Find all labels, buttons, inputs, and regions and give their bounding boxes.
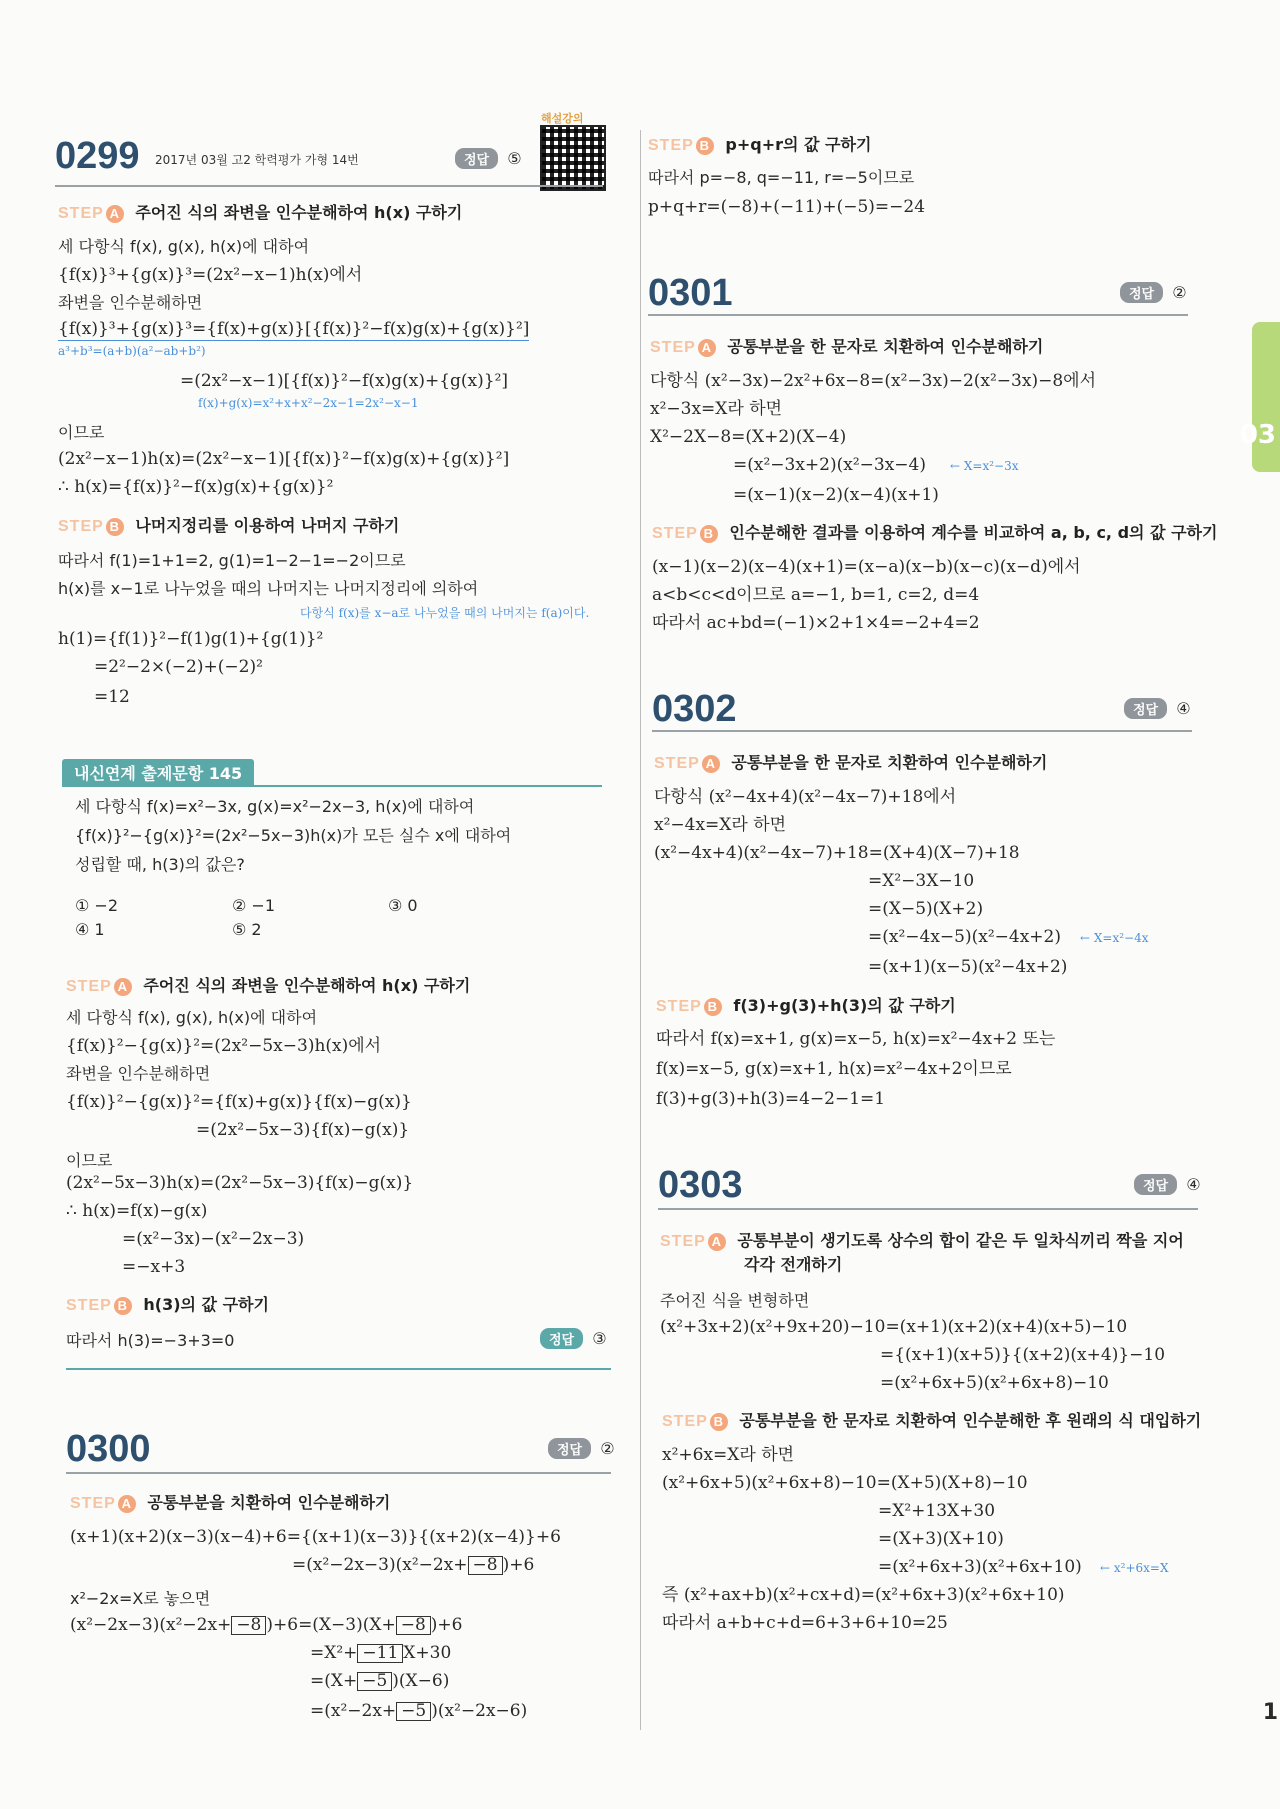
math-line: a<b<c<d이므로 a=−1, b=1, c=2, d=4 bbox=[652, 585, 980, 605]
math-line: =(x−1)(x−2)(x−4)(x+1) bbox=[733, 485, 939, 505]
math-line: =X²+13X+30 bbox=[878, 1501, 996, 1521]
math-line: (x²−2x−3)(x²−2x+ −8 )+6=(X−3)(X+ −8 )+6 bbox=[70, 1615, 463, 1635]
math-line: (2x²−x−1)h(x)=(2x²−x−1)[{f(x)}²−f(x)g(x)+{g(x)}²] bbox=[58, 449, 510, 469]
question-line: 성립할 때, h(3)의 값은? bbox=[75, 855, 245, 874]
math-line: =(X+ −5 )(X−6) bbox=[310, 1671, 450, 1691]
linked-rule bbox=[66, 1368, 611, 1370]
math-line: =(2x²−5x−3){f(x)−g(x)} bbox=[196, 1120, 410, 1140]
choice-1: ① −2 bbox=[75, 896, 119, 915]
answer-label: 정답 bbox=[455, 148, 498, 169]
math-line: f(3)+g(3)+h(3)=4−2−1=1 bbox=[656, 1089, 886, 1109]
math-line: 따라서 ac+bd=(−1)×2+1×4=−2+4=2 bbox=[652, 613, 980, 633]
math-line: {f(x)}²−{g(x)}²={f(x)+g(x)}{f(x)−g(x)} bbox=[66, 1092, 412, 1112]
step-a-linked: STEP A 주어진 식의 좌변을 인수분해하여 h(x) 구하기 bbox=[66, 976, 471, 995]
text-line: 따라서 f(1)=1+1=2, g(1)=1−2−1=−2이므로 bbox=[58, 551, 406, 570]
choice-4: ④ 1 bbox=[75, 920, 105, 939]
annotation: f(x)+g(x)=x²+x+x²−2x−1=2x²−x−1 bbox=[198, 396, 419, 410]
text-line: 세 다항식 f(x), g(x), h(x)에 대하여 bbox=[58, 237, 310, 256]
step-a-0301: STEP A 공통부분을 한 문자로 치환하여 인수분해하기 bbox=[650, 337, 1044, 356]
text-line: h(x)를 x−1로 나누었을 때의 나머지는 나머지정리에 의하여 bbox=[58, 579, 479, 598]
step-a-0302: STEP A 공통부분을 한 문자로 치환하여 인수분해하기 bbox=[654, 753, 1048, 772]
math-line: =(2x²−x−1)[{f(x)}²−f(x)g(x)+{g(x)}²] bbox=[180, 371, 509, 391]
text-line: 세 다항식 f(x), g(x), h(x)에 대하여 bbox=[66, 1008, 318, 1027]
header-rule bbox=[55, 185, 603, 187]
text-line: 따라서 h(3)=−3+3=0 bbox=[66, 1331, 235, 1350]
math-line: ={(x+1)(x+5)}{(x+2)(x+4)}−10 bbox=[880, 1345, 1166, 1365]
math-line: =(x²−3x+2)(x²−3x−4) bbox=[733, 455, 926, 475]
question-line: 세 다항식 f(x)=x²−3x, g(x)=x²−2x−3, h(x)에 대하여 bbox=[75, 797, 475, 816]
math-line: (2x²−5x−3)h(x)=(2x²−5x−3){f(x)−g(x)} bbox=[66, 1173, 414, 1193]
text-line: 이므로 bbox=[66, 1151, 113, 1170]
text-line: 좌변을 인수분해하면 bbox=[66, 1064, 211, 1083]
math-line: =(X−5)(X+2) bbox=[868, 899, 984, 919]
header-rule bbox=[648, 314, 1188, 316]
problem-number-0300: 0300 bbox=[66, 1428, 151, 1470]
text-line: 이므로 bbox=[58, 423, 105, 442]
problem-number-0303: 0303 bbox=[658, 1164, 743, 1206]
math-line: x²−4x=X라 하면 bbox=[654, 815, 787, 835]
header-rule bbox=[66, 1472, 611, 1474]
math-line: =(x²−2x−3)(x²−2x+ −8 )+6 bbox=[292, 1555, 535, 1575]
math-line: ∴ h(x)=f(x)−g(x) bbox=[66, 1201, 208, 1221]
math-line: 따라서 a+b+c+d=6+3+6+10=25 bbox=[662, 1613, 948, 1633]
step-a-0299: STEP A 주어진 식의 좌변을 인수분해하여 h(x) 구하기 bbox=[58, 203, 463, 222]
annotation: ← x²+6x=X bbox=[1100, 1561, 1169, 1575]
math-line: {f(x)}²−{g(x)}²=(2x²−5x−3)h(x)에서 bbox=[66, 1036, 382, 1056]
question-line: {f(x)}²−{g(x)}²=(2x²−5x−3)h(x)가 모든 실수 x에 대하여 bbox=[75, 826, 512, 845]
header-rule bbox=[652, 730, 1192, 732]
column-divider bbox=[640, 130, 641, 1730]
side-tab-label: 03 bbox=[1239, 420, 1276, 450]
annotation: a³+b³=(a+b)(a²−ab+b²) bbox=[58, 344, 206, 358]
math-line: =12 bbox=[94, 687, 130, 707]
math-line: 다항식 (x²−3x)−2x²+6x−8=(x²−3x)−2(x²−3x)−8에서 bbox=[650, 371, 1096, 391]
math-line: =2²−2×(−2)+(−2)² bbox=[94, 657, 263, 677]
problem-number-0299: 0299 bbox=[55, 135, 140, 177]
qr-label: 해설강의 bbox=[541, 112, 584, 125]
problem-number-0302: 0302 bbox=[652, 688, 737, 730]
math-line: =(x+1)(x−5)(x²−4x+2) bbox=[868, 957, 1068, 977]
math-line: =−x+3 bbox=[122, 1257, 186, 1277]
math-line: =(x²−4x−5)(x²−4x+2) bbox=[868, 927, 1061, 947]
math-line: p+q+r=(−8)+(−11)+(−5)=−24 bbox=[648, 197, 926, 217]
math-line: 따라서 f(x)=x+1, g(x)=x−5, h(x)=x²−4x+2 또는 bbox=[656, 1029, 1056, 1049]
step-a-0300: STEP A 공통부분을 치환하여 인수분해하기 bbox=[70, 1493, 391, 1512]
answer-0299 bbox=[455, 148, 522, 169]
page-number: 1 bbox=[1262, 1700, 1278, 1725]
choice-2: ② −1 bbox=[232, 896, 276, 915]
answer-0302: 정답 ④ bbox=[1124, 698, 1191, 719]
math-line: =(x²−3x)−(x²−2x−3) bbox=[122, 1229, 305, 1249]
math-line: =(X+3)(X+10) bbox=[878, 1529, 1004, 1549]
annotation: 다항식 f(x)를 x−a로 나누었을 때의 나머지는 f(a)이다. bbox=[300, 606, 590, 620]
problem-source: 2017년 03월 고2 학력평가 가형 14번 bbox=[155, 153, 359, 167]
math-line: (x²−4x+4)(x²−4x−7)+18=(X+4)(X−7)+18 bbox=[654, 843, 1020, 863]
math-line: x²−3x=X라 하면 bbox=[650, 399, 783, 419]
step-b-0300: STEP B p+q+r의 값 구하기 bbox=[648, 135, 872, 154]
math-line: (x²+6x+5)(x²+6x+8)−10=(X+5)(X+8)−10 bbox=[662, 1473, 1028, 1493]
step-b-linked: STEP B h(3)의 값 구하기 bbox=[66, 1295, 269, 1314]
choice-3: ③ 0 bbox=[388, 896, 418, 915]
step-a-0303: STEP A 공통부분이 생기도록 상수의 합이 같은 두 일차식끼리 짝을 지어 bbox=[660, 1231, 1184, 1250]
math-line: x²+6x=X라 하면 bbox=[662, 1445, 795, 1465]
text-line: 주어진 식을 변형하면 bbox=[660, 1291, 810, 1310]
math-line: =(x²+6x+3)(x²+6x+10) bbox=[878, 1557, 1082, 1577]
annotation: ← X=x²−3x bbox=[950, 459, 1019, 473]
math-line: =X²+ −11 X+30 bbox=[310, 1643, 452, 1663]
answer-value: ⑤ bbox=[507, 149, 522, 168]
step-b-0299: STEP B 나머지정리를 이용하여 나머지 구하기 bbox=[58, 516, 400, 535]
math-line: h(1)={f(1)}²−f(1)g(1)+{g(1)}² bbox=[58, 629, 324, 649]
answer-0301: 정답 ② bbox=[1120, 282, 1187, 303]
answer-0300: 정답 ② bbox=[548, 1438, 615, 1459]
step-a-0303-title-cont: 각각 전개하기 bbox=[744, 1255, 843, 1274]
math-line: (x+1)(x+2)(x−3)(x−4)+6={(x+1)(x−3)}{(x+2)(x−4)}+6 bbox=[70, 1527, 561, 1547]
text-line: 따라서 p=−8, q=−11, r=−5이므로 bbox=[648, 168, 915, 187]
step-b-0301: STEP B 인수분해한 결과를 이용하여 계수를 비교하여 a, b, c, d의 값 구하기 bbox=[652, 523, 1218, 542]
math-line: =(x²−2x+ −5 )(x²−2x−6) bbox=[310, 1701, 528, 1721]
problem-number-0301: 0301 bbox=[648, 272, 733, 314]
answer-0303: 정답 ④ bbox=[1134, 1174, 1201, 1195]
math-line: =X²−3X−10 bbox=[868, 871, 975, 891]
choice-5: ⑤ 2 bbox=[232, 920, 262, 939]
answer-linked: 정답 ③ bbox=[540, 1328, 607, 1349]
math-line: f(x)=x−5, g(x)=x+1, h(x)=x²−4x+2이므로 bbox=[656, 1059, 1012, 1079]
math-line: X²−2X−8=(X+2)(X−4) bbox=[650, 427, 847, 447]
math-line: 다항식 (x²−4x+4)(x²−4x−7)+18에서 bbox=[654, 787, 957, 807]
text-line: 좌변을 인수분해하면 bbox=[58, 293, 203, 312]
text-line: x²−2x=X로 놓으면 bbox=[70, 1589, 211, 1608]
linked-problem-banner: 내신연계 출제문항 145 bbox=[62, 759, 602, 785]
math-line: {f(x)}³+{g(x)}³=(2x²−x−1)h(x)에서 bbox=[58, 265, 363, 285]
annotation: ← X=x²−4x bbox=[1080, 931, 1149, 945]
math-line: =(x²+6x+5)(x²+6x+8)−10 bbox=[880, 1373, 1109, 1393]
qr-code-icon[interactable] bbox=[540, 125, 606, 191]
math-line: ∴ h(x)={f(x)}²−f(x)g(x)+{g(x)}² bbox=[58, 477, 334, 497]
math-line: 즉 (x²+ax+b)(x²+cx+d)=(x²+6x+3)(x²+6x+10) bbox=[662, 1585, 1065, 1605]
step-b-0302: STEP B f(3)+g(3)+h(3)의 값 구하기 bbox=[656, 996, 956, 1015]
math-line: (x²+3x+2)(x²+9x+20)−10=(x+1)(x+2)(x+4)(x+5)−10 bbox=[660, 1317, 1128, 1337]
math-line: (x−1)(x−2)(x−4)(x+1)=(x−a)(x−b)(x−c)(x−d)에서 bbox=[652, 557, 1081, 577]
step-b-0303: STEP B 공통부분을 한 문자로 치환하여 인수분해한 후 원래의 식 대입하기 bbox=[662, 1411, 1202, 1430]
math-line: {f(x)}³+{g(x)}³={f(x)+g(x)}[{f(x)}²−f(x)g(x)+{g(x)}²] bbox=[58, 319, 530, 339]
header-rule bbox=[658, 1208, 1198, 1210]
